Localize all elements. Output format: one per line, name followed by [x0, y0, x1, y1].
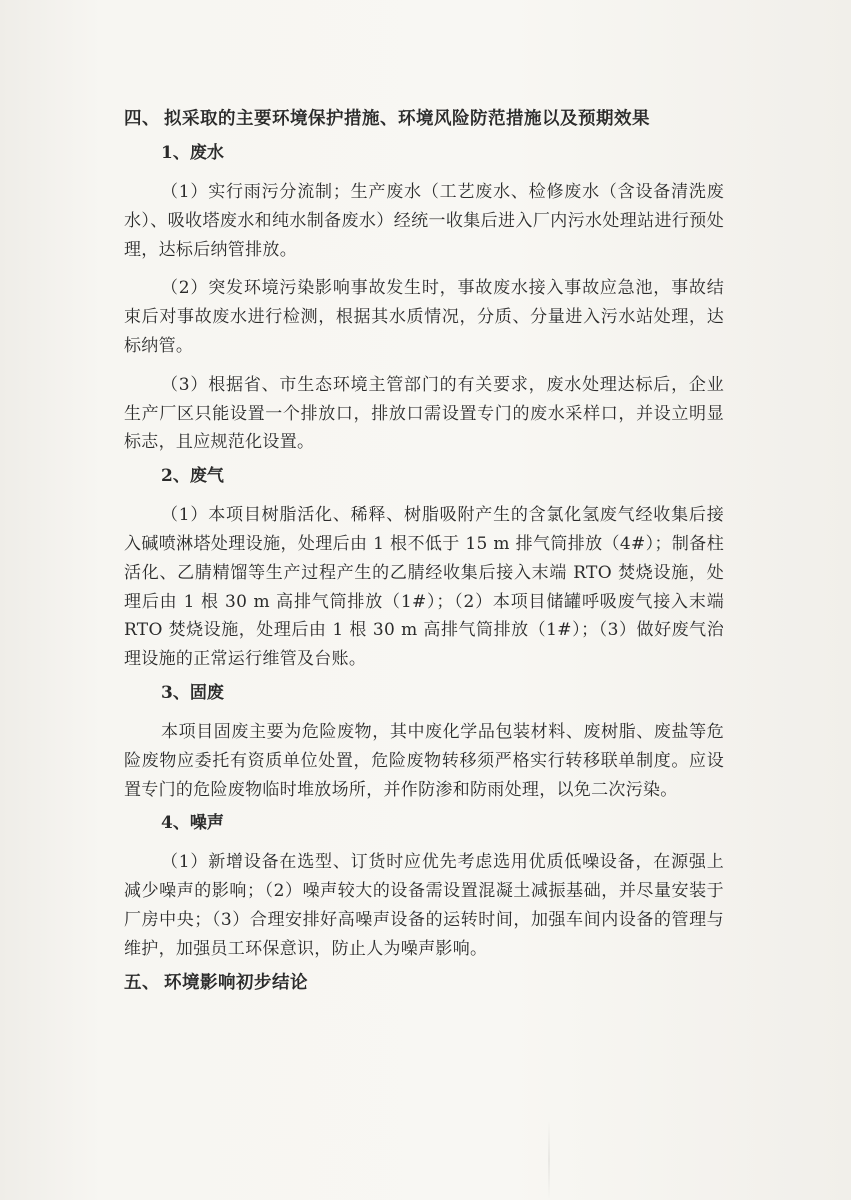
wastewater-paragraph-2: （2）突发环境污染影响事故发生时，事故废水接入事故应急池，事故结束后对事故废水进行检测，根据其水质情况，分质、分量进入污水站处理，达标纳管。 [124, 278, 724, 356]
section-4-heading [124, 102, 724, 136]
wastewater-paragraph-3: （3）根据省、市生态环境主管部门的有关要求，废水处理达标后，企业生产厂区只能设置一个排放口，排放口需设置专门的废水采样口，并设立明显标志，且应规范化设置。 [124, 374, 724, 453]
section-4-number: 四、 [124, 109, 160, 129]
solid-waste-heading: 3、固废 [161, 682, 224, 703]
wastewater-paragraph-1: （1）实行雨污分流制；生产废水（工艺废水、检修废水（含设备清洗废水）、吸收塔废水和纯水制备废水）经统一收集后进入厂内污水处理站进行预处理，达标后纳管排放。 [124, 182, 724, 260]
solid-waste-paragraph-1: 本项目固废主要为危险废物，其中废化学品包装材料、废树脂、废盐等危险废物应委托有资质单位处置，危险废物转移须严格实行转移联单制度。应设置专门的危险废物临时堆放场所，并作防渗和防雨处理，以免二次污染。 [124, 721, 724, 800]
noise-paragraph-1: （1）新增设备在选型、订货时应优先考虑选用优质低噪设备，在源强上减少噪声的影响；（2）噪声较大的设备需设置混凝土减振基础，并尽量安装于厂房中央；（3）合理安排好高噪声设备的运转时间，加强车间内设备的管理与维护，加强员工环保意识，防止人为噪声影响。 [124, 852, 724, 959]
section-4-title: 拟采取的主要环境保护措施、环境风险防范措施以及预期效果 [164, 109, 650, 129]
paper-crease [548, 1120, 550, 1200]
document-body [124, 102, 724, 1000]
section-5-number: 五、 [124, 972, 160, 993]
waste-gas-paragraph-1: （1）本项目树脂活化、稀释、树脂吸附产生的含氯化氢废气经收集后接入碱喷淋塔处理设施，处理后由 1 根不低于 15 m 排气筒排放（4#）；制备柱活化、乙腈精馏等生产过程产生的乙腈经收集后接入末端 RTO 焚烧设施，处理后由 1 根 30 m 高排气筒排放（1#）；（2）本项目储罐呼吸废气接入末端 RTO 焚烧设施，处理后由 1 根 30 m 高排气筒排放（1#）；（3）做好废气治理设施的正常运行维管及台账。 [124, 505, 724, 670]
wastewater-heading: 1、废水 [161, 143, 224, 163]
waste-gas-heading: 2、废气 [161, 466, 224, 487]
noise-heading: 4、噪声 [161, 813, 224, 834]
section-5-title: 环境影响初步结论 [164, 972, 308, 993]
section-5-heading [124, 966, 724, 1000]
